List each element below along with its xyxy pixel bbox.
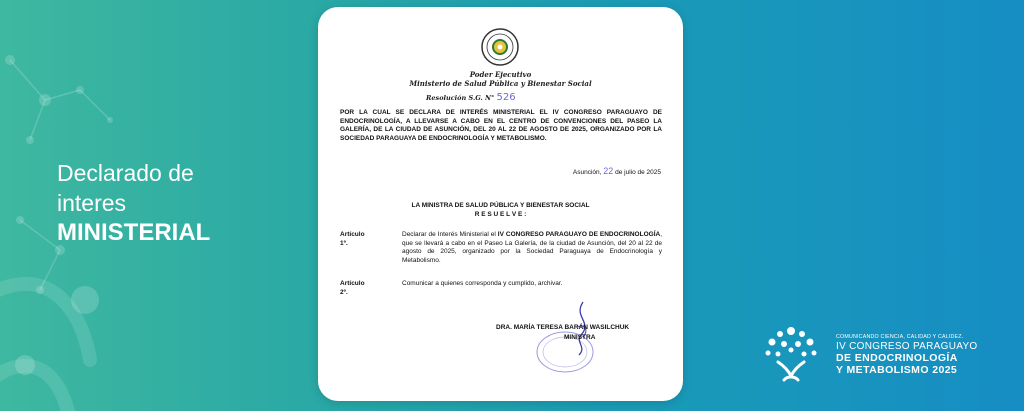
org-line1: Poder Ejecutivo bbox=[469, 70, 532, 79]
article-2-text: Comunicar a quienes corresponda y cumplido, archivar. bbox=[402, 280, 563, 287]
headline-line2: interes bbox=[57, 190, 127, 216]
resolution-title: POR LA CUAL SE DECLARA DE INTERÉS MINISTERIAL EL IV CONGRESO PARAGUAYO DE ENDOCRINOLOGÍA, A LLEVARSE A CABO EN EL CENTRO DE CONVENCIONES DEL PASEO LA GALERÍA, DE LA CIUDAD DE ASUNCIÓN, DEL 20 AL 22 DE AGOSTO DE 2025, ORGANIZADO POR LA SOCIEDAD PARAGUAYA DE ENDOCRINOLOGÍA Y METABOLISMO. bbox=[340, 109, 662, 142]
congress-line3: Y METABOLISMO 2025 bbox=[836, 364, 958, 376]
resolution-document bbox=[318, 7, 683, 401]
resolution-date bbox=[573, 166, 661, 176]
article-1-text-a: Declarar de Interés Ministerial el bbox=[402, 231, 498, 238]
congress-tagline: COMUNICANDO CIENCIA, CALIDAD Y CALIDEZ. bbox=[836, 334, 964, 340]
date-suffix: de julio de 2025 bbox=[615, 169, 661, 176]
headline-line3: MINISTERIAL bbox=[57, 219, 211, 246]
headline bbox=[57, 158, 210, 248]
date-prefix: Asunción, bbox=[572, 169, 602, 176]
resuelve-heading: R E S U E L V E : bbox=[474, 211, 527, 218]
signatory-title: MINISTRA bbox=[564, 334, 596, 341]
org-line2: Ministerio de Salud Pública y Bienestar Social bbox=[409, 79, 592, 88]
headline-line1: Declarado de bbox=[57, 160, 194, 186]
resolution-number: 526 bbox=[496, 92, 516, 103]
article-1-text bbox=[402, 231, 662, 265]
resolution-line bbox=[426, 92, 516, 103]
congress-line2: DE ENDOCRINOLOGÍA bbox=[836, 352, 958, 364]
resolution-label: Resolución S.G. N° bbox=[426, 94, 495, 102]
date-day: 22 bbox=[603, 166, 614, 176]
minister-heading: LA MINISTRA DE SALUD PÚBLICA Y BIENESTAR SOCIAL bbox=[411, 202, 590, 209]
article-1-congress-name: IV CONGRESO PARAGUAYO DE ENDOCRINOLOGÍA bbox=[497, 231, 661, 238]
article-2-label: Artículo 2º. bbox=[340, 280, 365, 296]
article-1-label: Artículo 1º. bbox=[340, 231, 365, 247]
congress-line1: IV CONGRESO PARAGUAYO bbox=[836, 341, 978, 352]
article-1-text-c: , que se llevará a cabo en el Paseo La Galería, de la ciudad de Asunción, del 20 al 22 de agosto de 2025, organizado por la Sociedad Paraguaya de Endocrinología y Metabolismo. bbox=[402, 231, 663, 264]
signatory-name: DRA. MARÍA TERESA BARÁN WASILCHUK bbox=[496, 324, 630, 331]
congress-title bbox=[836, 334, 978, 376]
national-seal-icon bbox=[480, 27, 520, 67]
congress-logo-icon bbox=[762, 324, 820, 384]
